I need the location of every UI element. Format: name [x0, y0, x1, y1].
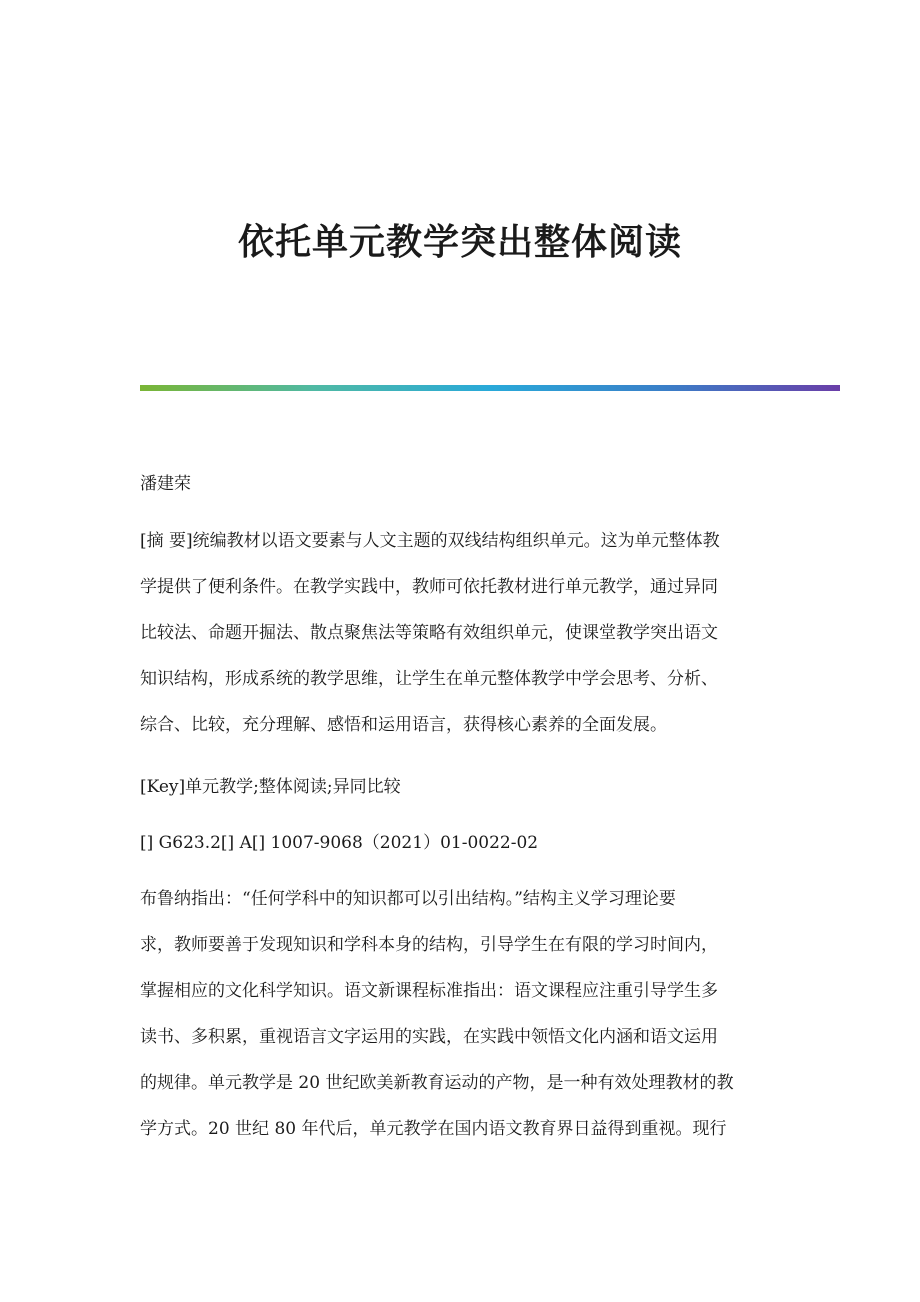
title-divider [140, 385, 840, 391]
body-line: 的规律。单元教学是 20 世纪欧美新教育运动的产物，是一种有效处理教材的教 [140, 1073, 734, 1093]
classification-code: [] G623.2[] A[] 1007-9068（2021）01-0022-02 [140, 833, 539, 853]
abstract-line: [摘 要]统编教材以语文要素与人文主题的双线结构组织单元。这为单元整体教 [140, 531, 720, 551]
body-line: 布鲁纳指出：“任何学科中的知识都可以引出结构。”结构主义学习理论要 [140, 889, 676, 909]
body-line: 学方式。20 世纪 80 年代后，单元教学在国内语文教育界日益得到重视。现行 [140, 1119, 727, 1139]
author-name: 潘建荣 [140, 474, 191, 494]
body-line: 求，教师要善于发现知识和学科本身的结构，引导学生在有限的学习时间内， [140, 935, 718, 955]
document-title: 依托单元教学突出整体阅读 [237, 221, 682, 263]
body-line: 掌握相应的文化科学知识。语文新课程标准指出：语文课程应注重引导学生多 [140, 981, 718, 1001]
abstract-line: 知识结构，形成系统的教学思维，让学生在单元整体教学中学会思考、分析、 [140, 669, 718, 689]
abstract-line: 比较法、命题开掘法、散点聚焦法等策略有效组织单元，使课堂教学突出语文 [140, 623, 718, 643]
abstract-line: 学提供了便利条件。在教学实践中，教师可依托教材进行单元教学，通过异同 [140, 577, 718, 597]
abstract-line: 综合、比较，充分理解、感悟和运用语言，获得核心素养的全面发展。 [140, 715, 667, 735]
keywords: [Key]单元教学;整体阅读;异同比较 [140, 777, 401, 797]
body-line: 读书、多积累，重视语言文字运用的实践，在实践中领悟文化内涵和语文运用 [140, 1027, 718, 1047]
